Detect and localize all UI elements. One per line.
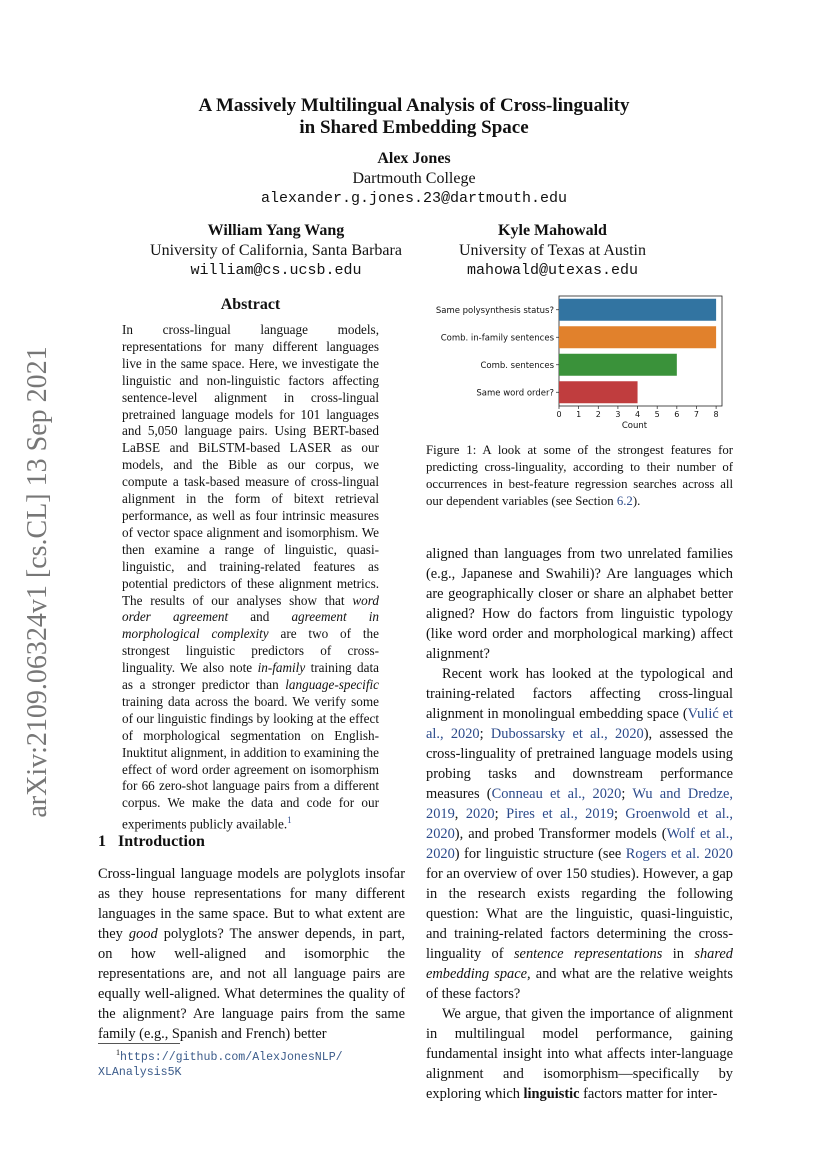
- author-email[interactable]: alexander.g.jones.23@dartmouth.edu: [260, 190, 568, 207]
- right-column-text: [426, 544, 733, 1104]
- abstract-body: In cross-lingual language models, representations for many different languages live in the same space. Here, we investigate the linguistic and non-linguistic factors affecting sentence-level alignment in cross-lingual pretrained language models for 101 languages and 5,050 language pairs. Using BERT-based LaBSE and BiLSTM-based LASER as our models, and the Bible as our corpus, we compute a task-based measure of cross-lingual alignment in the form of bitext retrieval performance, as well as four intrinsic measures of vector space alignment and isomorphism. We then examine a range of linguistic, quasi-linguistic, and training-related features as potential predictors of these alignment metrics. The results of our analyses show that word order agreement and agreement in morphological complexity are two of the strongest linguistic predictors of cross-linguality. We also note in-family training data as a stronger predictor than language-specific training data across the board. We verify some of our linguistic findings by looking at the effect of morphological segmentation on English-Inuktitut alignment, in addition to examining the effect of word order agreement on isomorphism for 66 zero-shot language pairs from a different corpus. We make the data and code for our experiments publicly available.$^1$: [122, 322, 379, 832]
- author-name: William Yang Wang: [207, 222, 345, 239]
- paper-title: [0, 95, 828, 139]
- paragraph: aligned than languages from two unrelated families (e.g., Japanese and Swahili)? Are languages which are geographically closer or share an alphabet better aligned? How do factors from linguistic typology (like word order and morphological marking) affect alignment?: [426, 546, 733, 662]
- footnote-url-cont[interactable]: XLAnalysis5K: [98, 1065, 182, 1079]
- author-name: Alex Jones: [377, 150, 451, 167]
- author-block-3: [430, 221, 675, 281]
- x-tick-label-3: 3: [615, 410, 621, 419]
- category-label-3: Same word order?: [476, 388, 554, 399]
- x-tick-label-0: 0: [556, 410, 562, 419]
- category-label-1: Comb. in-family sentences: [440, 333, 554, 344]
- x-tick-label-6: 6: [674, 410, 680, 419]
- title-line-2: in Shared Embedding Space: [299, 117, 529, 138]
- citation-link[interactable]: Rogers et al. 2020: [625, 846, 734, 862]
- footnote: [98, 1046, 405, 1080]
- citation-link[interactable]: Conneau et al., 2020: [491, 786, 622, 802]
- author-affiliation: Dartmouth College: [352, 170, 476, 187]
- citation-link[interactable]: Pires et al., 2019: [506, 806, 614, 822]
- abstract-heading: Abstract: [220, 296, 281, 313]
- citation-link[interactable]: Dubossarsky et al., 2020: [490, 726, 644, 742]
- bar-0: [559, 299, 716, 321]
- bar-1: [559, 326, 716, 348]
- x-axis-label: Count: [621, 421, 648, 431]
- citation-link[interactable]: 2020: [465, 806, 495, 822]
- footnote-rule: [98, 1043, 180, 1044]
- bar-2: [559, 354, 677, 376]
- intro-paragraph: Cross-lingual language models are polyglots insofar as they house representations for many different languages in the same space. But to what extent are they good polyglots? The answer depends, in part, on how well-aligned and isomorphic the representations are, and not all language pairs are equally well-aligned. What determines the quality of the alignment? Are language pairs from the same family (e.g., Spanish and French) better: [98, 866, 405, 1042]
- footnote-marker[interactable]: 1: [287, 815, 292, 826]
- citation-link[interactable]: Wu and Dredze, 2019: [426, 786, 733, 822]
- author-email[interactable]: mahowald@utexas.edu: [466, 262, 639, 279]
- author-name: Kyle Mahowald: [498, 222, 607, 239]
- author-affiliation: University of Texas at Austin: [458, 242, 646, 259]
- x-tick-label-4: 4: [635, 410, 641, 419]
- citation-link[interactable]: Wolf et al., 2020: [426, 826, 733, 862]
- footnote-url[interactable]: https://github.com/AlexJonesNLP/: [120, 1050, 343, 1064]
- footnote-mark: 1: [116, 1048, 120, 1057]
- section-heading: 1 Introduction: [98, 833, 205, 850]
- author-affiliation: University of California, Santa Barbara: [150, 242, 402, 259]
- x-tick-label-2: 2: [595, 410, 601, 419]
- bar-3: [559, 381, 638, 403]
- x-tick-label-8: 8: [713, 410, 719, 419]
- category-label-2: Comb. sentences: [480, 360, 554, 371]
- arxiv-stamp[interactable]: arXiv:2109.06324v1 [cs.CL] 13 Sep 2021: [22, 346, 53, 818]
- title-line-1: A Massively Multilingual Analysis of Cross-linguality: [198, 95, 630, 116]
- x-tick-label-1: 1: [576, 410, 582, 419]
- figure-caption: Figure 1: A look at some of the strongest features for predicting cross-linguality, according to their number of occurrences in best-feature regression searches across all our dependent variables (see Section 6.2).: [426, 443, 733, 508]
- paragraph: Recent work has looked at the typological and training-related factors affecting cross-lingual alignment in monolingual embedding space (Vulić et al., 2020; Dubossarsky et al., 2020), assessed the cross-linguality of pretrained language models using probing tasks and downstream performance measures (Conneau et al., 2020; Wu and Dredze, 2019, 2020; Pires et al., 2019; Groenwold et al., 2020), and probed Transformer models (Wolf et al., 2020) for linguistic structure (see Rogers et al. 2020 for an overview of over 150 studies). However, a gap in the research exists regarding the following question: What are the linguistic, quasi-linguistic, and training-related factors determining the cross-linguality of sentence representations in shared embedding space, and what are the relative weights of these factors?: [426, 666, 734, 1002]
- section-link[interactable]: 6.2: [616, 494, 633, 508]
- author-block-2: [126, 221, 426, 281]
- citation-link[interactable]: Groenwold et al., 2020: [426, 806, 733, 842]
- category-label-0: Same polysynthesis status?: [435, 305, 554, 316]
- bar-chart: [426, 294, 728, 434]
- citation-link[interactable]: Vulić et al., 2020: [426, 706, 734, 742]
- x-tick-label-5: 5: [654, 410, 660, 419]
- x-tick-label-7: 7: [693, 410, 700, 419]
- author-block-1: [0, 149, 828, 209]
- author-email[interactable]: william@cs.ucsb.edu: [190, 262, 362, 279]
- paragraph: We argue, that given the importance of alignment in multilingual model performance, gaining fundamental insight into what affects inter-language alignment and isomorphism—specifically by exploring which linguistic factors matter for inter-: [426, 1006, 733, 1102]
